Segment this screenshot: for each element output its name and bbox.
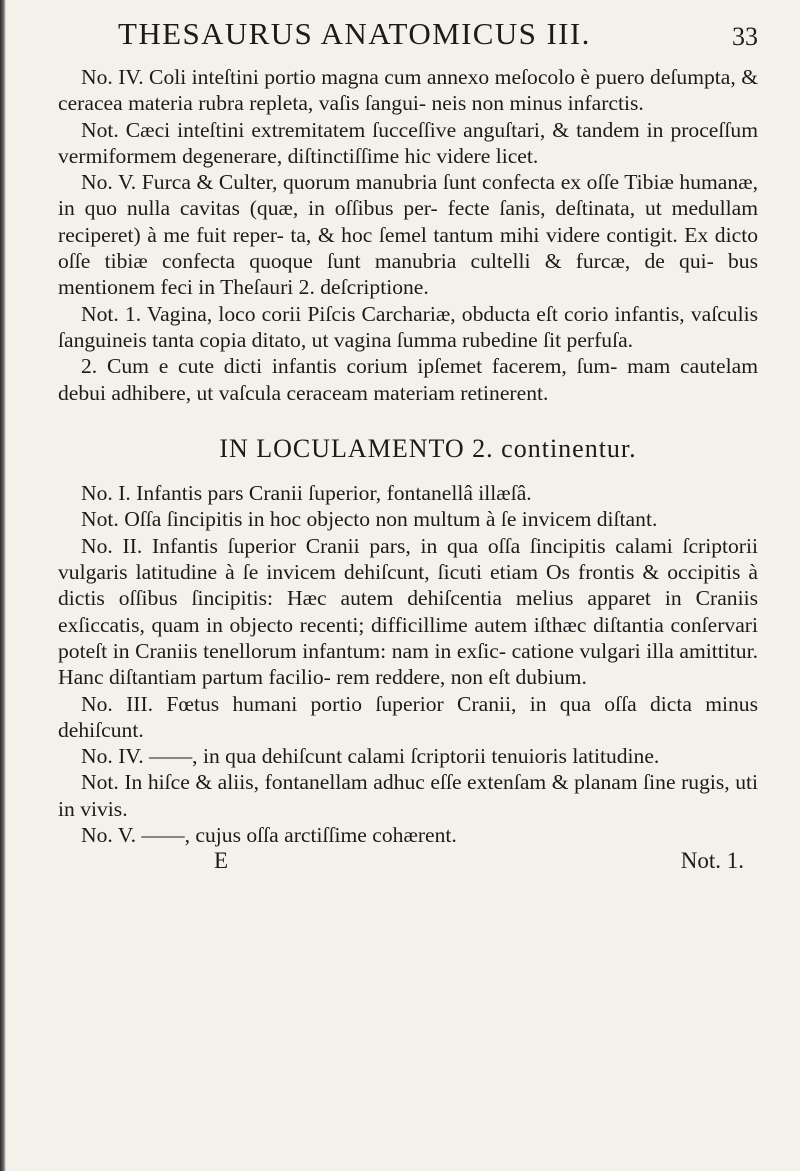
paragraph-note-1: Not. 1. Vagina, loco corii Piſcis Carchariæ, obducta eſt corio infantis, vaſculis ſanguineis tanta copia ditato, ut vagina ſumma rubedine ſit perfuſa. (58, 301, 758, 352)
paragraph-loc2-no-ii: No. II. Infantis ſuperior Cranii pars, in qua oſſa ſincipitis calami ſcriptorii vulgaris latitudine à ſe invicem dehiſcunt, ſicuti etiam Os frontis & occipitis à dictis oſſibus ſincipitis: Hæc autem dehiſcentia melius apparet in Craniis exſiccatis, quam in objecto recenti; difficillime autem iſthæc diſtantia conſervari poteſt in Craniis tenellorum infantum: nam in exſic- catione vulgari illa amittitur. Hanc diſtantiam partum facilio- rem reddere, non eſt dubium. (58, 533, 758, 690)
paragraph-note-2: 2. Cum e cute dicti infantis corium ipſemet facerem, ſum- mam cautelam debui adhibere, ut vaſcula ceraceam materiam retinerent. (58, 354, 758, 405)
paragraph-no-v: No. V. Furca & Culter, quorum manubria ſunt confecta ex oſſe Tibiæ humanæ, in quo nulla cavitas (quæ, in oſſibus per- fecte ſanis, deſtinata, ut medullam reciperet) à me fuit reper- ta, & hoc ſemel tantum mihi videre contigit. Ex dicto oſſe tibiæ confecta quoque ſunt manubria cultelli & furcæ, de qui- bus mentionem feci in Theſauri 2. deſcriptione. (58, 170, 758, 300)
paragraph-loc2-note-fontanella: Not. In hiſce & aliis, fontanellam adhuc eſſe extenſam & planam ſine rugis, uti in vivis. (58, 770, 758, 821)
paragraph-loc2-no-iii: No. III. Fœtus humani portio ſuperior Cranii, in qua oſſa dicta minus dehiſcunt. (58, 691, 758, 742)
page-header (118, 12, 758, 60)
paragraph-loc2-no-v: No. V. ——, cujus oſſa arctiſſime cohærent. (81, 823, 457, 848)
body-text (58, 64, 758, 875)
paragraph-loc2-no-i: No. I. Infantis pars Cranii ſuperior, fontanellâ illæſâ. (81, 481, 532, 506)
paragraph-loc2-no-iv: No. IV. ——, in qua dehiſcunt calami ſcriptorii tenuioris latitudine. (81, 744, 660, 769)
page-binding-shadow (0, 0, 6, 1171)
page-footer (214, 848, 744, 874)
catchword: Not. 1. (680, 848, 744, 874)
running-head: THESAURUS ANATOMICUS III. (118, 16, 591, 51)
paragraph-loc2-note-i: Not. Oſſa ſincipitis in hoc objecto non multum à ſe invicem diſtant. (81, 507, 658, 532)
paragraph-no-iv: No. IV. Coli inteſtini portio magna cum annexo meſocolo è puero deſumpta, & ceracea materia rubra repleta, vaſis ſangui- neis non minus infarctis. (58, 65, 758, 116)
page-number: 33 (732, 22, 758, 51)
paragraph-note-caecum: Not. Cæci inteſtini extremitatem ſucceſſive anguſtari, & tandem in proceſſum vermiformem degenerare, diſtinctiſſime hic videre licet. (58, 117, 758, 168)
section-heading: IN LOCULAMENTO 2. continentur. (219, 433, 637, 463)
signature-mark: E (214, 848, 229, 874)
